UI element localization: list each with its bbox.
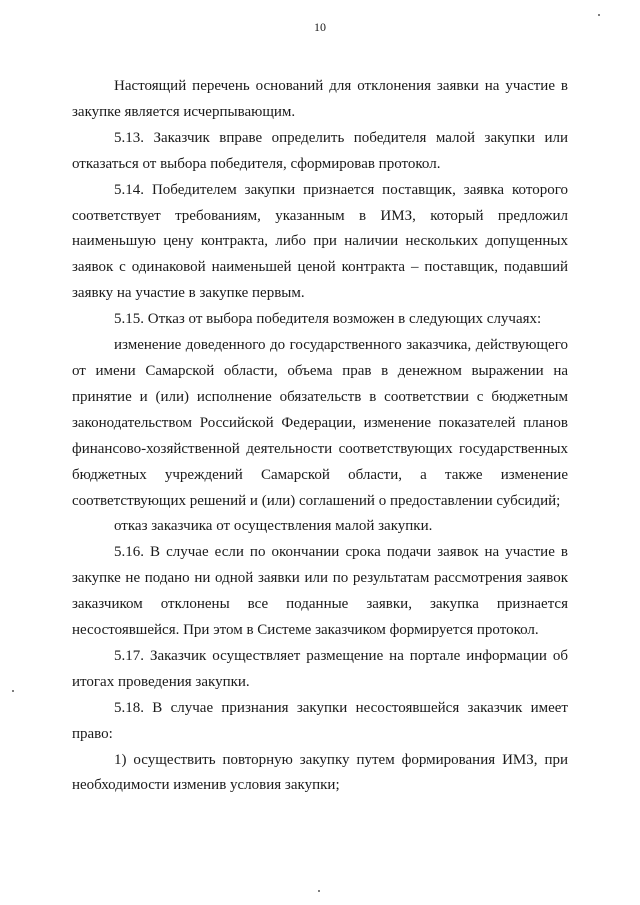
paragraph-5-18: 5.18. В случае признания закупки несостоявшейся заказчик имеет право: — [72, 699, 568, 742]
paragraph-5-15: 5.15. Отказ от выбора победителя возможен в следующих случаях: — [114, 311, 542, 328]
scan-speck — [318, 890, 320, 892]
paragraph-5-15-case-2: отказ заказчика от осуществления малой закупки. — [114, 518, 433, 535]
paragraph-5-16: 5.16. В случае если по окончании срока подачи заявок на участие в закупке не подано ни одной заявки или по результатам рассмотрения заявок заказчиком отклонены все поданные заявки, закупка признается несостоявшейся. При этом в Системе заказчиком формируется протокол. — [72, 544, 568, 639]
paragraph-5-15-case-1: изменение доведенного до государственного заказчика, действующего от имени Самарской области, объема прав в денежном выражении на принятие и (или) исполнение обязательств в соответствии с бюджетным законодательством Российской Федерации, изменение показателей планов финансово-хозяйственной деятельности соответствующих государственных бюджетных учреждений Самарской области, а также изменение соответствующих решений и (или) соглашений о предоставлении субсидий; — [72, 337, 568, 509]
paragraph-5-17: 5.17. Заказчик осуществляет размещение на портале информации об итогах проведения закупки. — [72, 647, 568, 690]
document-body — [72, 74, 568, 799]
paragraph-5-18-item-1: 1) осуществить повторную закупку путем формирования ИМЗ, при необходимости изменив условия закупки; — [72, 751, 568, 794]
page-number: 10 — [314, 20, 326, 34]
scan-speck — [598, 14, 600, 16]
paragraph-exhaustive-list: Настоящий перечень оснований для отклонения заявки на участие в закупке является исчерпывающим. — [72, 78, 568, 120]
paragraph-5-14: 5.14. Победителем закупки признается поставщик, заявка которого соответствует требованиям, указанным в ИМЗ, который предложил наименьшую цену контракта, либо при наличии нескольких допущенных заявок с одинаковой наименьшей ценой контракта – поставщик, подавший заявку на участие в закупке первым. — [72, 181, 568, 302]
paragraph-5-13: 5.13. Заказчик вправе определить победителя малой закупки или отказаться от выбора победителя, сформировав протокол. — [72, 129, 568, 172]
scan-speck — [12, 690, 14, 692]
